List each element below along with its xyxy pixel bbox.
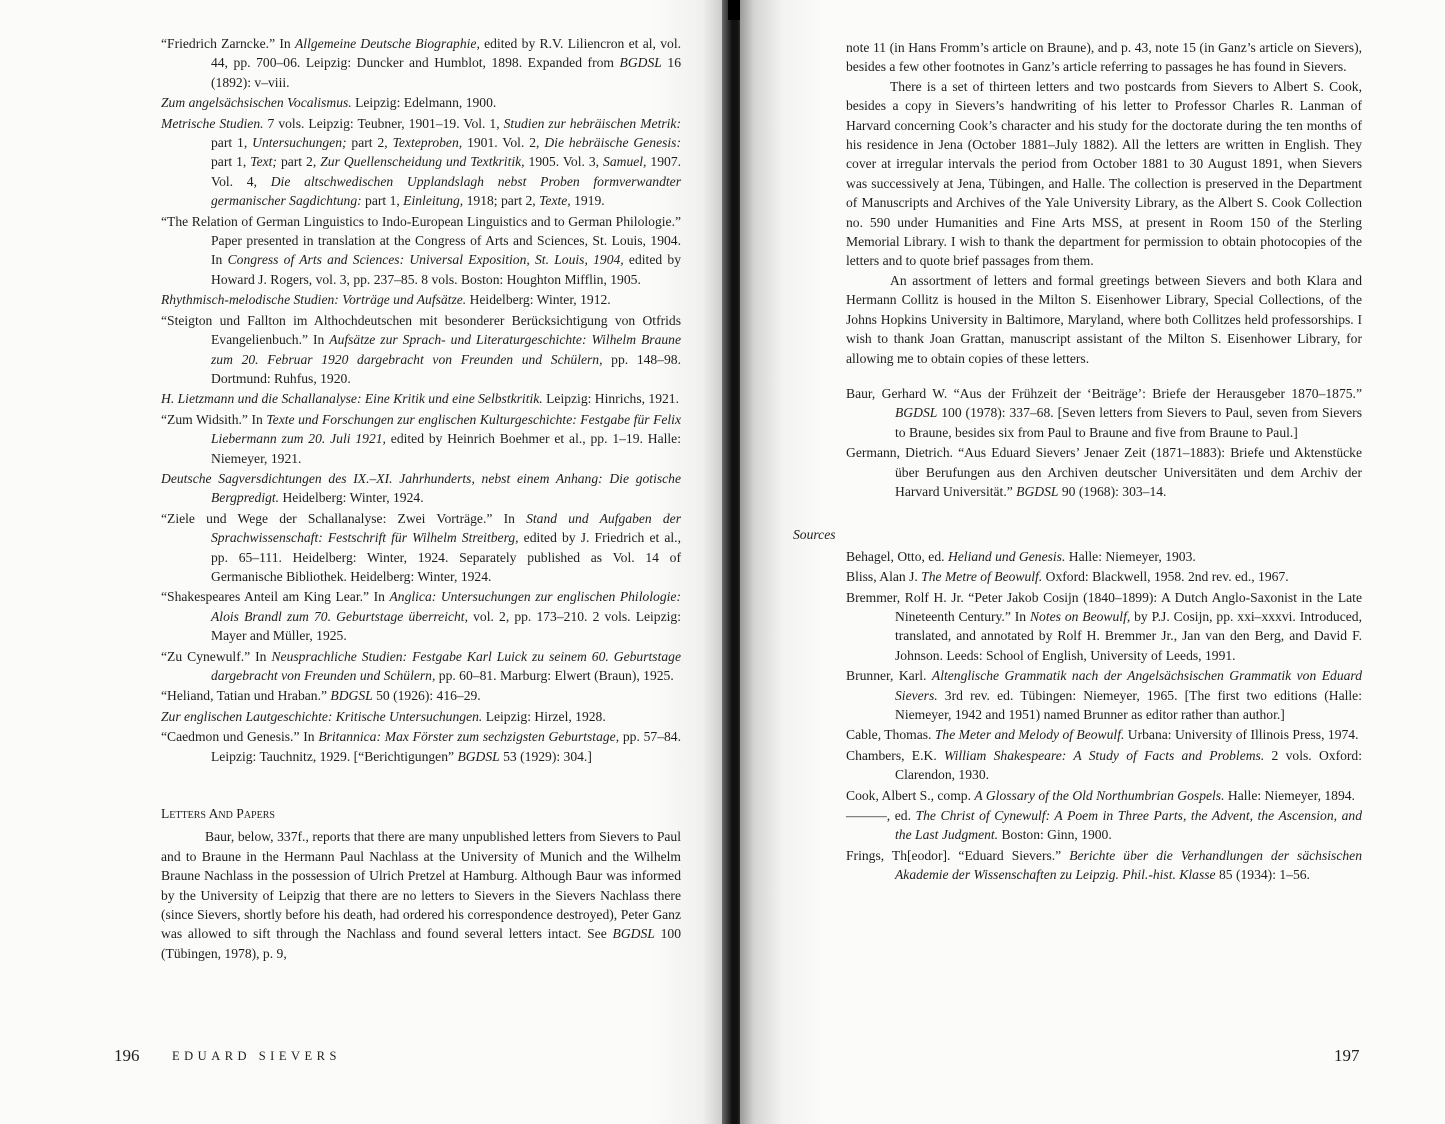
bibliography-entry: “Shakespeares Anteil am King Lear.” In Anglica: Untersuchungen zur englischen Philologie: Alois Brandl zum 70. Geburtstage überreicht, vol. 2, pp. 173–210. 2 vols. Leipzig: Mayer and Müller, 1925.	[161, 589, 681, 644]
bibliography-entry: Germann, Dietrich. “Aus Eduard Sievers’ Jenaer Zeit (1871–1883): Briefe und Aktenstücke über Berufungen aus den Archiven deutscher Universitäten und dem Archiv der Harvard Universität.” BGDSL 90 (1968): 303–14.	[846, 445, 1362, 499]
source-entry: Behagel, Otto, ed. Heliand und Genesis. Halle: Niemeyer, 1903.	[846, 548, 1196, 564]
bibliography-entry: “Heliand, Tatian und Hraban.” BDGSL 50 (1926): 416–29.	[161, 688, 481, 704]
bibliography-entry: “Caedmon und Genesis.” In Britannica: Max Förster zum sechzigsten Geburtstage, pp. 57–84. Leipzig: Tauchnitz, 1929. [“Berichtigungen” BGDSL 53 (1929): 304.]	[161, 729, 682, 764]
source-entry: Cable, Thomas. The Meter and Melody of Beowulf. Urbana: University of Illinois Press, 1974.	[846, 727, 1359, 743]
sources-list	[846, 547, 1362, 885]
source-entry: Chambers, E.K. William Shakespeare: A Study of Facts and Problems. 2 vols. Oxford: Clarendon, 1930.	[846, 747, 1362, 783]
bibliography-entry: H. Lietzmann und die Schallanalyse: Eine Kritik und eine Selbstkritik. Leipzig: Hinrichs, 1921.	[161, 391, 679, 407]
bibliography-entry: “Ziele und Wege der Schallanalyse: Zwei Vorträge.” In Stand und Aufgaben der Sprachwissenschaft: Festschrift für Wilhelm Streitberg, edited by J. Friedrich et al., pp. 65–111. Heidelberg: Winter, 1924. Separately published as Vol. 14 of Germanische Bibliothek. Heidelberg: Winter, 1924.	[161, 510, 682, 584]
right-column	[793, 38, 1363, 886]
body-paragraph: An assortment of letters and formal greetings between Sievers and both Klara and Hermann Collitz is housed in the Milton S. Eisenhower Library, Special Collections, of the Johns Hopkins University in Baltimore, Maryland, where both Collitzes held professorships. I wish to thank Joan Grattan, manuscript assistant of the Milton S. Eisenhower Library, for allowing me to obtain copies of these letters.	[846, 272, 1362, 366]
sources-heading: Sources	[793, 527, 836, 543]
letters-heading: Letters And Papers	[161, 806, 275, 822]
source-entry: Bremmer, Rolf H. Jr. “Peter Jakob Cosijn (1840–1899): A Dutch Anglo-Saxonist in the Late Nineteenth Century.” In Notes on Beowulf, by P.J. Cosijn, pp. xxi–xxxvi. Introduced, translated, and annotated by Rolf H. Bremmer Jr., Jan van den Berg, and David F. Johnson. Leeds: School of English, University of Leeds, 1991.	[846, 589, 1362, 663]
bibliography-entry: Zum angelsächsischen Vocalismus. Leipzig: Edelmann, 1900.	[161, 95, 497, 111]
source-entry: Frings, Th[eodor]. “Eduard Sievers.” Berichte über die Verhandlungen der sächsischen Akademie der Wissenschaften zu Leipzig. Phil.-hist. Klasse 85 (1934): 1–56.	[846, 847, 1362, 883]
bibliography-entry: “Zu Cynewulf.” In Neusprachliche Studien: Festgabe Karl Luick zu seinem 60. Geburtstage dargebracht von Freunden und Schülern, pp. 60–81. Marburg: Elwert (Braun), 1925.	[161, 648, 681, 683]
bibliography-entry: Baur, Gerhard W. “Aus der Frühzeit der ‘Beiträge’: Briefe der Herausgeber 1870–1875.” BGDSL 100 (1978): 337–68. [Seven letters from Sievers to Paul, seven from Sievers to Braune, besides six from Paul to Braune and five from Braune to Paul.]	[846, 385, 1362, 440]
letters-paragraphs	[846, 38, 1362, 368]
bibliography-entry: “Zum Widsith.” In Texte und Forschungen zur englischen Kulturgeschichte: Festgabe für Felix Liebermann zum 20. Juli 1921, edited by Heinrich Boehmer et al., pp. 1–19. Halle: Niemeyer, 1921.	[161, 411, 681, 466]
bibliography-entry: “Friedrich Zarncke.” In Allgemeine Deutsche Biographie, edited by R.V. Liliencron et al, vol. 44, pp. 700–06. Leipzig: Duncker and Humblot, 1898. Expanded from BGDSL 16 (1892): v–viii.	[161, 36, 681, 90]
bibliography-entry: Zur englischen Lautgeschichte: Kritische Untersuchungen. Leipzig: Hirzel, 1928.	[161, 708, 606, 724]
bibliography-entry: Metrische Studien. 7 vols. Leipzig: Teubner, 1901–19. Vol. 1, Studien zur hebräischen Metrik: part 1, Untersuchungen; part 2, Texteproben, 1901. Vol. 2, Die hebräische Genesis: part 1, Text; part 2, Zur Quellenscheidung und Textkritik, 1905. Vol. 3, Samuel, 1907. Vol. 4, Die altschwedischen Upplandslagh nebst Proben formverwandter germanischer Sagdichtung: part 1, Einleitung, 1918; part 2, Texte, 1919.	[161, 115, 682, 209]
running-head: EDUARD SIEVERS	[172, 1049, 341, 1063]
source-entry: ———, ed. The Christ of Cynewulf: A Poem in Three Parts, the Advent, the Ascension, and the Last Judgment. Boston: Ginn, 1900.	[846, 808, 1362, 843]
folio-left: 196	[114, 1046, 140, 1065]
source-entry: Bliss, Alan J. The Metre of Beowulf. Oxford: Blackwell, 1958. 2nd rev. ed., 1967.	[846, 569, 1289, 585]
letters-bibliography	[846, 384, 1362, 501]
bibliography-entry: Deutsche Sagversdichtungen des IX.–XI. Jahrhunderts, nebst einem Anhang: Die gotische Bergpredigt. Heidelberg: Winter, 1924.	[161, 470, 681, 506]
body-paragraph: note 11 (in Hans Fromm’s article on Braune), and p. 43, note 15 (in Ganz’s article on Sievers), besides a few other footnotes in Ganz’s article referring to passages he has found in Sievers.	[846, 40, 1362, 75]
source-entry: Cook, Albert S., comp. A Glossary of the Old Northumbrian Gospels. Halle: Niemeyer, 1894.	[846, 787, 1355, 803]
bibliography-list	[161, 34, 681, 766]
right-page	[740, 0, 1445, 1124]
bibliography-entry: “The Relation of German Linguistics to Indo-European Linguistics and to German Philologie.” Paper presented in translation at the Congress of Arts and Sciences, St. Louis, 1904. In Congress of Arts and Sciences: Universal Exposition, St. Louis, 1904, edited by Howard J. Rogers, vol. 3, pp. 237–85. 8 vols. Boston: Houghton Mifflin, 1905.	[161, 213, 681, 287]
letters-paragraph: Baur, below, 337f., reports that there are many unpublished letters from Sievers to Paul and to Braune in the Hermann Paul Nachlass at the University of Munich and the Wilhelm Braune Nachlass in the possession of Ulrich Pretzel at Hamburg. Although Baur was informed by the University of Leipzig that there are no letters to Sievers in the Sievers Nachlass there (since Sievers, shortly before his death, had ordered his correspondence destroyed), Peter Ganz was allowed to sift through the Nachlass and found several letters intact. See BGDSL 100 (Tübingen, 1978), p. 9,	[161, 829, 682, 961]
folio-right: 197	[1334, 1046, 1360, 1065]
body-paragraph: There is a set of thirteen letters and two postcards from Sievers to Albert S. Cook, besides a copy in Sievers’s handwriting of his letter to Professor Charles R. Lanman of Harvard concerning Cook’s character and his study for the doctorate during the ten months of his residence in Jena (October 1881–July 1882). All the letters are written in English. They cover at irregular intervals the period from October 1881 to 30 August 1891, when Sievers was successively at Jena, Tübingen, and Halle. The collection is preserved in the Department of Manuscripts and Archives of the Yale University Library, as the Albert S. Cook Collection no. 590 under Humanities and Fine Arts MSS, at present in Room 150 of the Sterling Memorial Library. I wish to thank the department for permission to obtain photocopies of the letters and to quote brief passages from them.	[846, 78, 1362, 269]
bibliography-entry: Rhythmisch-melodische Studien: Vorträge und Aufsätze. Heidelberg: Winter, 1912.	[161, 292, 611, 308]
source-entry: Brunner, Karl. Altenglische Grammatik nach der Angelsächsischen Grammatik von Eduard Sievers. 3rd rev. ed. Tübingen: Niemeyer, 1965. [The first two editions (Halle: Niemeyer, 1942 and 1951) named Brunner as editor rather than author.]	[846, 668, 1363, 722]
left-column	[161, 34, 681, 963]
bibliography-entry: “Steigton und Fallton im Althochdeutschen mit besonderer Berücksichtigung von Otfrids Evangelienbuch.” In Aufsätze zur Sprach- und Literaturgeschichte: Wilhelm Braune zum 20. Februar 1920 dargebracht von Freunden und Schülern, pp. 148–98. Dortmund: Ruhfus, 1920.	[161, 312, 681, 386]
